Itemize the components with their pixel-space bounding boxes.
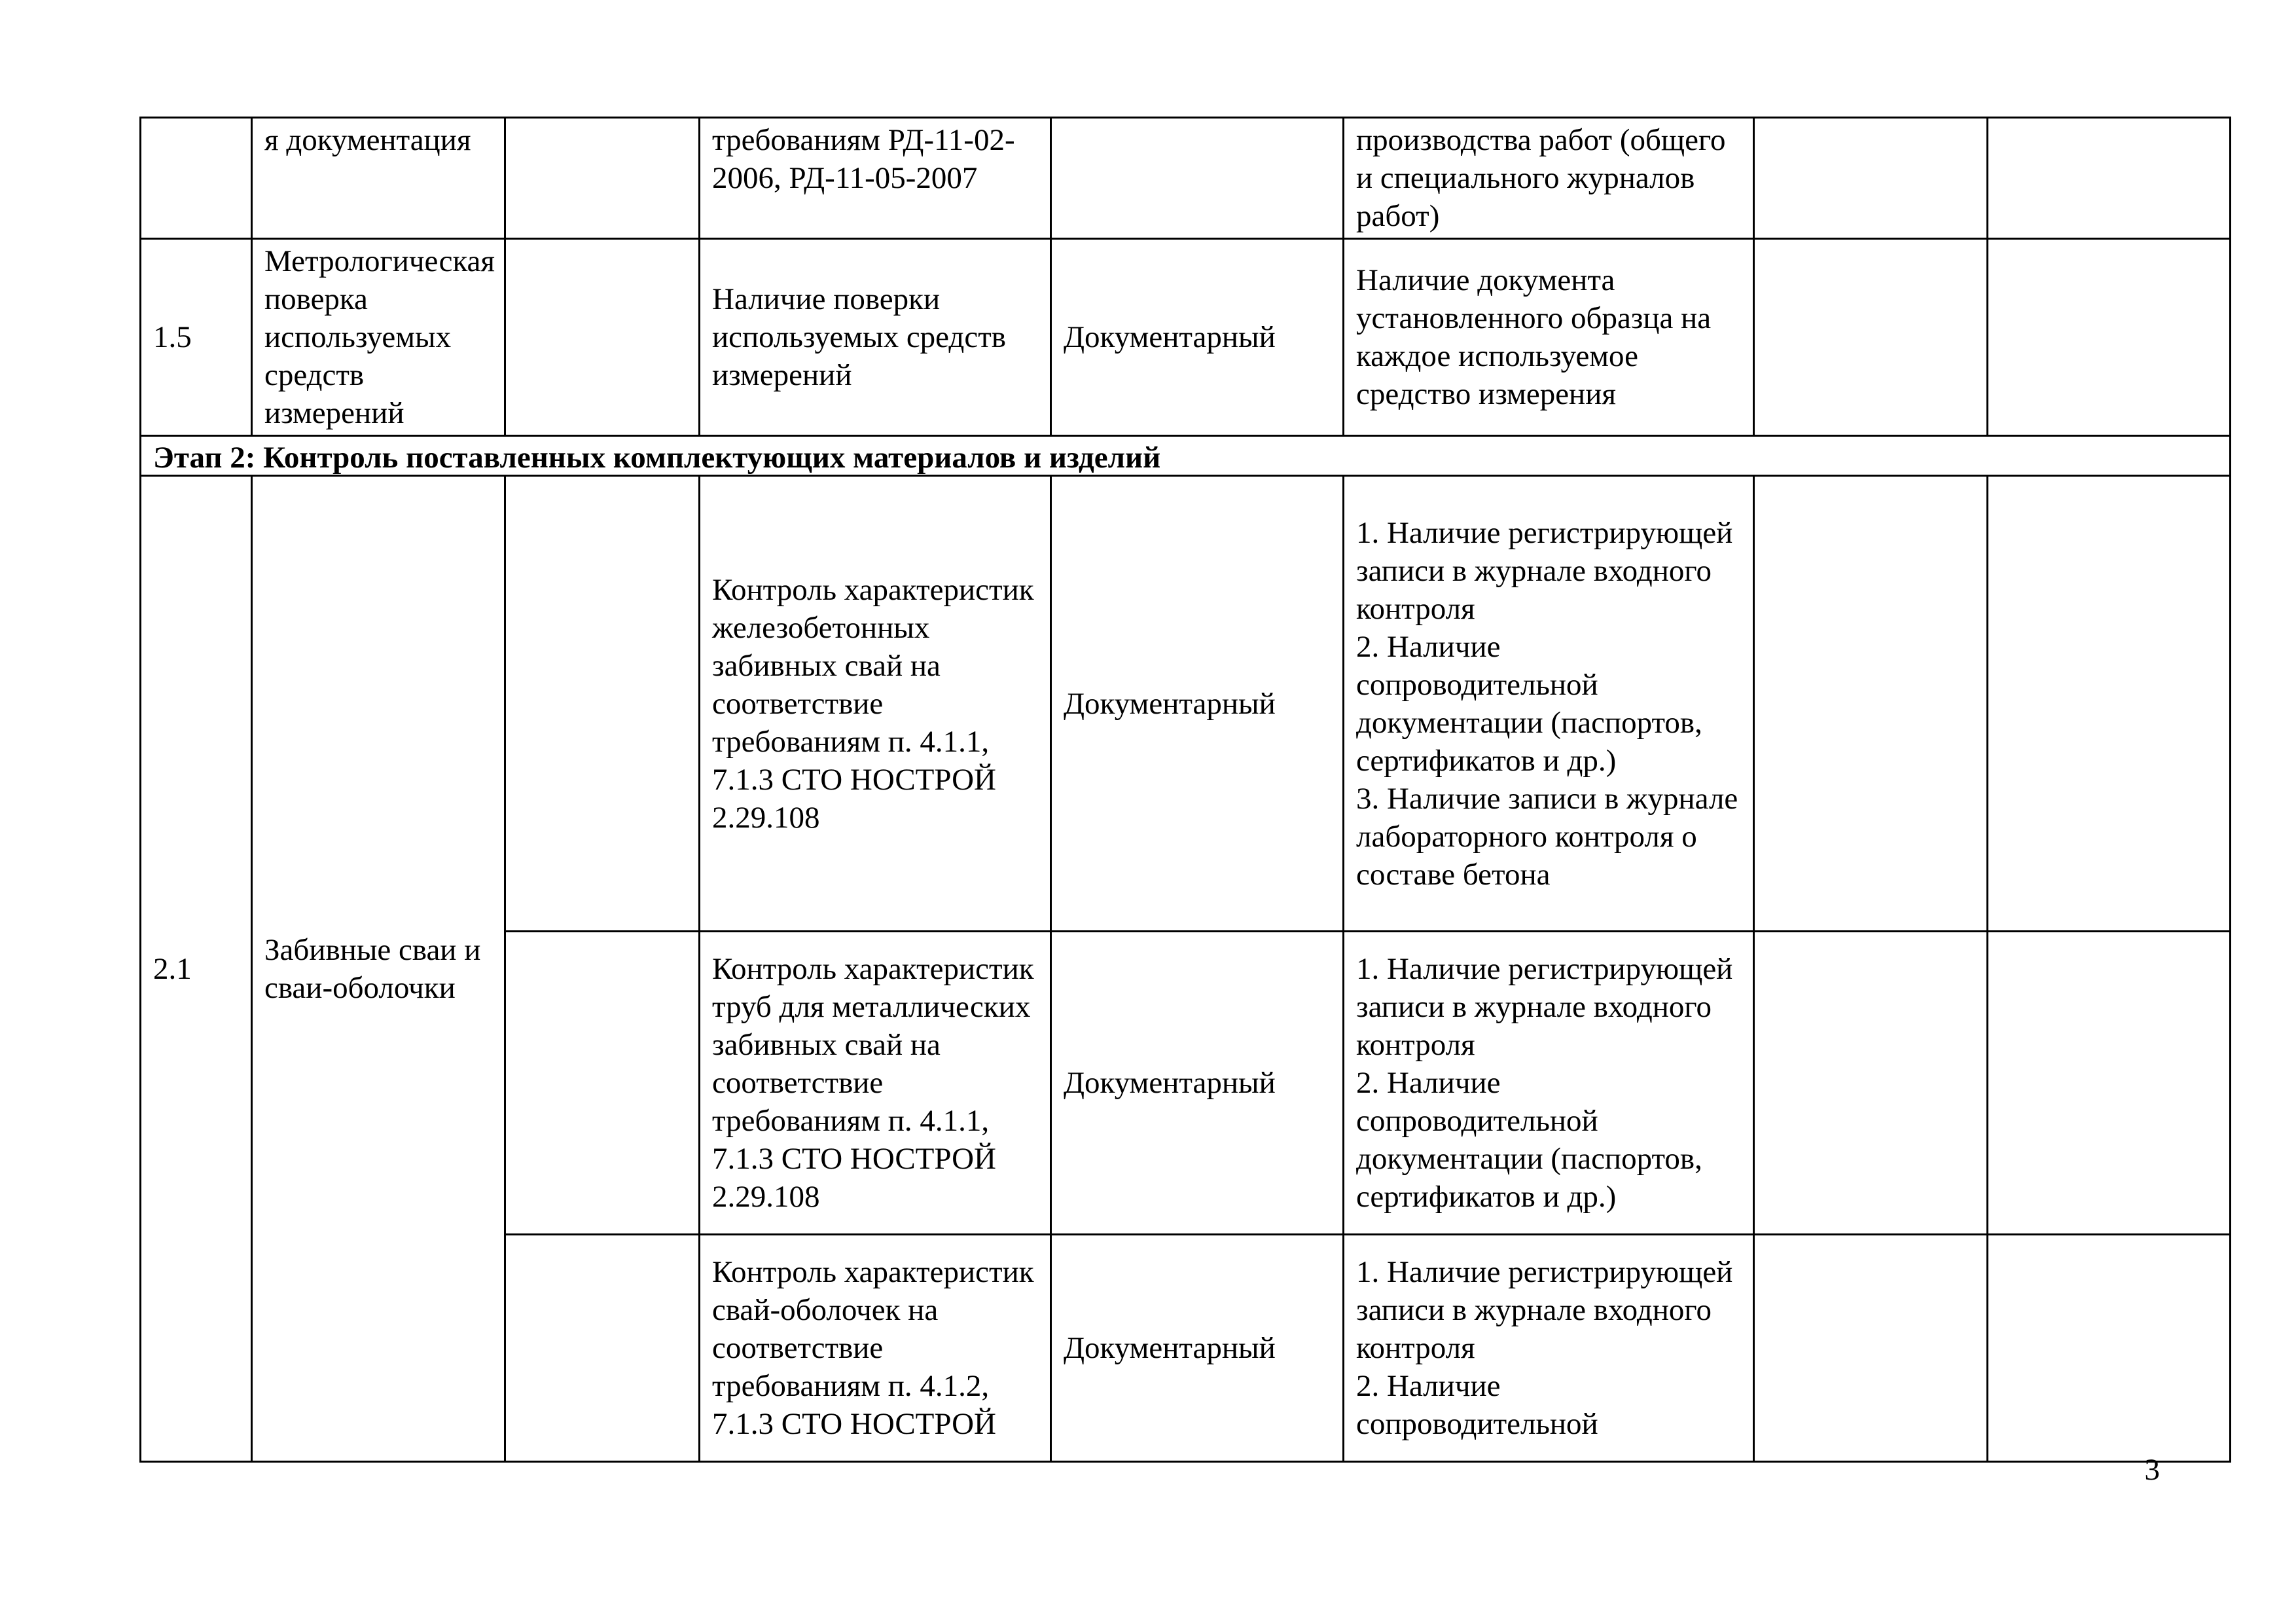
empty-cell bbox=[1754, 118, 1988, 239]
method-cell: Документарный bbox=[1051, 239, 1344, 436]
result-cell: Наличие документа установленного образца на каждое используемое средство измерения bbox=[1344, 239, 1754, 436]
num-cell bbox=[141, 118, 252, 239]
object-cell: я документация bbox=[252, 118, 505, 239]
result-cell: 1. Наличие регистрирующей записи в журнале входного контроля 2. Наличие сопроводительной документации (паспортов, сертификатов и др.) bbox=[1344, 932, 1754, 1235]
method-cell bbox=[1051, 118, 1344, 239]
object-cell: Забивные сваи и сваи-оболочки bbox=[252, 476, 505, 1462]
method-cell: Документарный bbox=[1051, 476, 1344, 932]
method-cell: Документарный bbox=[1051, 932, 1344, 1235]
stage-header-row bbox=[141, 436, 2231, 476]
empty-cell bbox=[1988, 118, 2231, 239]
num-cell: 1.5 bbox=[141, 239, 252, 436]
stage-title: Этап 2: Контроль поставленных комплектующих материалов и изделий bbox=[141, 436, 2231, 476]
empty-cell bbox=[1754, 1235, 1988, 1462]
empty-cell bbox=[505, 932, 700, 1235]
control-table bbox=[139, 117, 2231, 1463]
empty-cell bbox=[505, 118, 700, 239]
result-cell: производства работ (общего и специального журналов работ) bbox=[1344, 118, 1754, 239]
page-number: 3 bbox=[2144, 1453, 2160, 1487]
requirement-cell: Контроль характеристик свай-оболочек на соответствие требованиям п. 4.1.2, 7.1.3 СТО НОСТРОЙ bbox=[700, 1235, 1051, 1462]
table-row bbox=[141, 118, 2231, 239]
requirement-cell: Контроль характеристик труб для металлических забивных свай на соответствие требованиям п. 4.1.1, 7.1.3 СТО НОСТРОЙ 2.29.108 bbox=[700, 932, 1051, 1235]
empty-cell bbox=[1988, 1235, 2231, 1462]
empty-cell bbox=[505, 1235, 700, 1462]
table-row bbox=[141, 476, 2231, 932]
result-cell: 1. Наличие регистрирующей записи в журнале входного контроля 2. Наличие сопроводительной документации (паспортов, сертификатов и др.) 3. Наличие записи в журнале лабораторного контроля о составе бетона bbox=[1344, 476, 1754, 932]
method-cell: Документарный bbox=[1051, 1235, 1344, 1462]
empty-cell bbox=[1988, 476, 2231, 932]
requirement-cell: Контроль характеристик железобетонных забивных свай на соответствие требованиям п. 4.1.1, 7.1.3 СТО НОСТРОЙ 2.29.108 bbox=[700, 476, 1051, 932]
empty-cell bbox=[1754, 932, 1988, 1235]
requirement-cell: Наличие поверки используемых средств измерений bbox=[700, 239, 1051, 436]
requirement-cell: требованиям РД-11-02-2006, РД-11-05-2007 bbox=[700, 118, 1051, 239]
num-cell: 2.1 bbox=[141, 476, 252, 1462]
empty-cell bbox=[505, 476, 700, 932]
table-row bbox=[141, 239, 2231, 436]
empty-cell bbox=[1988, 239, 2231, 436]
object-cell: Метрологическая поверка используемых средств измерений bbox=[252, 239, 505, 436]
result-cell: 1. Наличие регистрирующей записи в журнале входного контроля 2. Наличие сопроводительной bbox=[1344, 1235, 1754, 1462]
empty-cell bbox=[505, 239, 700, 436]
empty-cell bbox=[1988, 932, 2231, 1235]
empty-cell bbox=[1754, 239, 1988, 436]
empty-cell bbox=[1754, 476, 1988, 932]
